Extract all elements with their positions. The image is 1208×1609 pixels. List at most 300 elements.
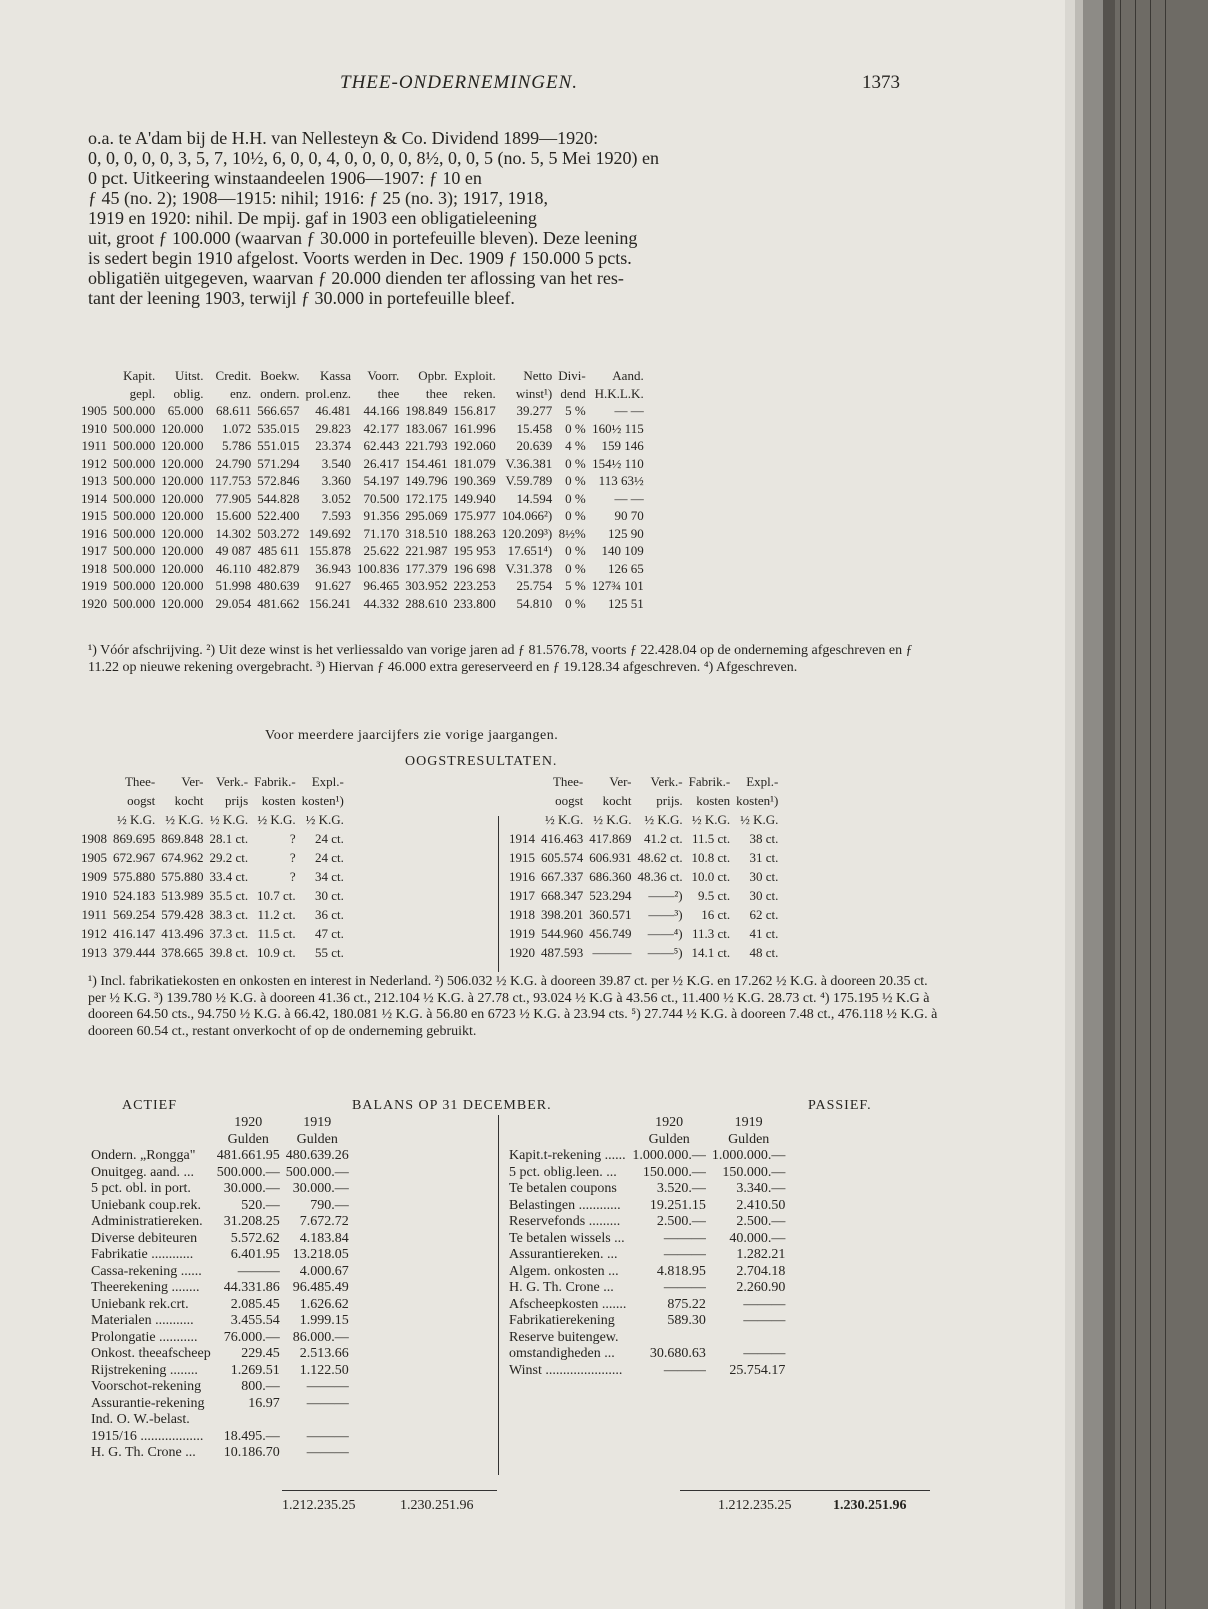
column-header: prol.enz. (305, 385, 352, 401)
table-cell: 120.000 (161, 543, 204, 558)
column-header: ½ K.G. (305, 812, 344, 827)
table-cell: ——— (663, 1362, 706, 1378)
table-cell: Ondern. „Rongga" (91, 1148, 196, 1163)
table-cell: 1910 (81, 420, 107, 436)
table-cell: ——— (663, 1247, 706, 1262)
table-row (506, 1264, 788, 1281)
column-header: Ver- (609, 774, 632, 789)
table-cell: 5.572.62 (230, 1230, 280, 1246)
table-cell: 2.260.90 (736, 1280, 786, 1295)
table-cell: 500.000 (113, 473, 156, 488)
table-header-row (506, 1115, 788, 1132)
table-cell: 31 ct. (749, 850, 779, 865)
column-header: ½ K.G. (165, 812, 204, 827)
table-cell: 1911 (81, 907, 107, 922)
table-cell: 17.651⁴) (507, 543, 553, 558)
table-cell: 500.000.— (216, 1164, 280, 1180)
table-row (506, 1198, 788, 1215)
table-cell: 42.177 (363, 420, 400, 436)
column-header: kosten (261, 793, 296, 808)
column-header: ½ K.G. (257, 812, 296, 827)
table-cell: 544.828 (257, 490, 300, 506)
table-cell: 572.846 (257, 473, 300, 488)
table-cell: Te betalen wissels ... (509, 1230, 625, 1246)
table-cell: 160½ 115 (592, 420, 644, 436)
table-cell: 46.110 (216, 560, 252, 576)
table-cell: 487.593 (541, 945, 584, 960)
column-header (78, 367, 110, 385)
table-header-row (506, 1132, 788, 1149)
page-edge (1103, 0, 1115, 1609)
table-cell: 149.940 (453, 490, 496, 506)
table-cell: Rijstrekening ........ (91, 1362, 198, 1378)
table-cell: 318.510 (405, 525, 448, 541)
table-cell: 39.8 ct. (209, 945, 249, 960)
table-row (88, 1165, 352, 1182)
table-cell: 875.22 (667, 1296, 706, 1312)
table-cell: 500.000 (113, 455, 156, 471)
table-cell: 1911 (81, 438, 107, 453)
column-header: enz. (229, 385, 252, 401)
table-cell: ——⁵) (647, 945, 683, 960)
table-cell: 800.— (241, 1379, 280, 1394)
table-cell: 29.823 (315, 420, 352, 436)
table-cell: Cassa-rekening ...... (91, 1263, 202, 1279)
table-cell: 37.3 ct. (209, 926, 249, 941)
column-header: prijs. (656, 793, 683, 808)
table-cell: 686.360 (589, 869, 632, 884)
table-cell: 1919 (81, 578, 107, 593)
page-edge (1065, 0, 1075, 1609)
table-cell: 71.170 (363, 525, 400, 541)
table-cell: 28.1 ct. (209, 831, 249, 846)
column-header (78, 772, 110, 791)
table-cell: 1910 (81, 888, 107, 903)
table-cell: 96.485.49 (292, 1280, 349, 1295)
table-header-row (78, 772, 347, 791)
table-cell: 140 109 (601, 543, 644, 558)
table-cell: 10.186.70 (223, 1445, 280, 1460)
table-cell: 150.000.— (642, 1164, 706, 1180)
year-header: 1919 (303, 1115, 332, 1130)
unit-header: Gulden (648, 1131, 690, 1147)
column-header: Netto (523, 368, 553, 383)
table-cell: 605.574 (541, 850, 584, 865)
column-header: Thee- (124, 774, 156, 789)
table-cell: 62.443 (363, 438, 400, 453)
table-row (88, 1412, 352, 1429)
year-header: 1920 (234, 1115, 263, 1130)
table-cell: 5 % (565, 578, 586, 593)
table-cell: 1915 (509, 850, 535, 865)
table-cell: 156.241 (308, 595, 352, 611)
column-header: Verk.- (650, 774, 683, 789)
table-cell: 1908 (81, 831, 107, 846)
table-cell: 41 ct. (749, 926, 779, 941)
table-cell: 500.000 (113, 508, 156, 523)
table-cell: 120.000 (161, 560, 204, 576)
column-header: kosten (696, 793, 731, 808)
table-row (506, 943, 781, 962)
table-cell: 1.999.15 (299, 1313, 349, 1328)
column-header: ½ K.G. (593, 812, 632, 827)
table-cell: 46.481 (315, 403, 352, 418)
table-cell: 30 ct. (314, 888, 344, 903)
table-cell: omstandigheden ... (509, 1346, 615, 1361)
table-cell: 44.166 (363, 403, 400, 418)
table-cell: 500.000 (113, 403, 156, 418)
table-cell: 120.000 (161, 508, 204, 523)
table-cell: 24.790 (215, 455, 252, 471)
table-cell: 11.5 ct. (692, 831, 731, 846)
column-header: ½ K.G. (209, 812, 249, 827)
table-cell: 413.496 (161, 926, 204, 941)
table-cell: 229.45 (241, 1346, 280, 1361)
table-cell: 1918 (509, 907, 535, 922)
table-cell: 233.800 (453, 595, 496, 611)
column-header: Kapit. (123, 368, 156, 383)
table-cell: 500.000 (113, 438, 156, 453)
table-cell: Uniebank rek.crt. (91, 1296, 189, 1312)
column-header: Uitst. (174, 368, 204, 383)
table-cell: 10.7 ct. (257, 888, 296, 903)
table-cell: ——— (743, 1296, 786, 1312)
column-header: ½ K.G. (116, 812, 156, 827)
table-cell: ——— (306, 1445, 349, 1460)
table-cell: 1909 (81, 869, 107, 884)
total-rule (680, 1490, 930, 1491)
table-cell: H. G. Th. Crone ... (509, 1280, 614, 1295)
column-header: thee (377, 385, 400, 401)
table-row (78, 420, 647, 438)
table-row (506, 1214, 788, 1231)
table-cell: 120.000 (161, 438, 204, 453)
table-cell: 295.069 (405, 508, 448, 523)
table-cell: Onkost. theeafscheep (91, 1346, 211, 1361)
table-cell: 155.878 (308, 543, 352, 558)
table-cell: 1.269.51 (230, 1362, 280, 1378)
table-cell: 36.943 (315, 560, 352, 576)
table-cell: 1920 (509, 945, 535, 960)
table-cell: 117.753 (209, 473, 252, 488)
table-cell: 485 611 (257, 543, 300, 558)
table-cell: 49 087 (215, 543, 252, 558)
table-cell: 417.869 (589, 831, 632, 846)
table-cell: 579.428 (161, 907, 204, 922)
harvest-table-left (78, 772, 347, 962)
table-cell: 1917 (81, 543, 107, 558)
table-cell: 500.000 (113, 595, 156, 611)
table-row (88, 1247, 352, 1264)
table-cell: ——— (663, 1230, 706, 1246)
table-cell: 19.251.15 (649, 1197, 706, 1213)
table-cell: 31.208.25 (223, 1214, 280, 1229)
table-row (88, 1231, 352, 1248)
column-header (78, 791, 110, 810)
page-edge (1083, 0, 1103, 1609)
column-header: ½ K.G. (544, 812, 584, 827)
table-cell: 0 % (565, 560, 586, 576)
table-row (88, 1148, 352, 1165)
total-passief-1919: 1.230.251.96 (833, 1498, 907, 1513)
table-cell: 54.810 (516, 595, 553, 611)
column-header: Boekw. (260, 368, 300, 383)
table-cell: 8½% (558, 525, 586, 541)
table-header-row (88, 1115, 352, 1132)
table-cell: ——— (743, 1313, 786, 1328)
page-edge (1075, 0, 1083, 1609)
table-cell: 38 ct. (749, 831, 779, 846)
table-header-row (506, 772, 781, 791)
table-cell: 2.500.— (736, 1214, 786, 1229)
table-cell: 500.000 (113, 490, 156, 506)
column-header: Expl.- (311, 774, 344, 789)
table-header-row (78, 367, 647, 385)
column-header: winst¹) (515, 385, 553, 401)
table-cell: 120.000 (161, 595, 204, 611)
table-cell: 24 ct. (314, 850, 344, 865)
table-row (506, 1165, 788, 1182)
table-cell: Materialen ........... (91, 1313, 194, 1328)
table-cell: 96.465 (363, 578, 400, 593)
intro-line: o.a. te A'dam bij de H.H. van Nellesteyn & Co. Dividend 1899—1920: (88, 128, 599, 148)
table-cell: 500.000.— (285, 1164, 349, 1180)
table-cell: 500.000 (113, 525, 156, 541)
table-cell: 1.282.21 (736, 1247, 786, 1262)
table-cell: 29.2 ct. (209, 850, 249, 865)
intro-line: 0 pct. Uitkeering winstaandeelen 1906—1907: ƒ 10 en (88, 168, 482, 188)
unit-header: Gulden (296, 1131, 338, 1147)
table-row (78, 472, 647, 490)
unit-header: Gulden (227, 1131, 269, 1147)
table-cell: 0 % (565, 490, 586, 506)
table-row (78, 560, 647, 578)
table-cell: 149.692 (308, 525, 352, 541)
table-row (506, 1181, 788, 1198)
balance-actief (88, 1115, 352, 1462)
column-header: Aand. (612, 368, 644, 383)
table-cell: 221.987 (405, 543, 448, 558)
table-cell: 25.754.17 (729, 1362, 786, 1378)
table-cell: 2.410.50 (736, 1197, 786, 1213)
table-cell: 456.749 (589, 926, 632, 941)
table-cell: 91.627 (315, 578, 352, 593)
year-header: 1919 (734, 1115, 763, 1130)
table-cell: 68.611 (216, 403, 252, 418)
table-cell: 4.000.67 (299, 1263, 349, 1279)
table-cell: 0 % (565, 595, 586, 611)
table-cell: 181.079 (453, 455, 496, 471)
table-cell: 1917 (509, 888, 535, 903)
table-row (78, 829, 347, 848)
table-row (78, 455, 647, 473)
table-cell (214, 1412, 283, 1429)
table-cell: 1920 (81, 595, 107, 611)
table-cell: 175.977 (453, 508, 496, 523)
table-cell: ——— (743, 1346, 786, 1361)
table-cell: 48.62 ct. (637, 850, 683, 865)
table-cell: 161.996 (453, 420, 496, 436)
table-cell: 44.331.86 (223, 1280, 280, 1295)
table-cell: ——— (306, 1395, 349, 1411)
table-cell: 195 953 (453, 543, 496, 558)
table-cell: 24 ct. (314, 831, 344, 846)
table-cell: 127¾ 101 (591, 578, 644, 593)
column-header: Kassa (319, 368, 352, 383)
table-cell: 2.085.45 (230, 1296, 280, 1312)
page-edge-line (1150, 0, 1151, 1609)
table-cell: 159 146 (601, 438, 644, 453)
table-cell: 4.183.84 (299, 1230, 349, 1246)
table-row (506, 1297, 788, 1314)
table-cell: 398.201 (541, 907, 584, 922)
table-cell: 190.369 (453, 473, 496, 488)
table-row (88, 1198, 352, 1215)
column-header: Opbr. (418, 368, 448, 383)
table-cell: 7.672.72 (299, 1214, 349, 1229)
table-header-row (88, 1132, 352, 1149)
column-header: kosten¹) (736, 793, 779, 808)
column-header (78, 810, 110, 829)
table-cell: 524.183 (113, 888, 156, 903)
intro-line: ƒ 45 (no. 2); 1908—1915: nihil; 1916: ƒ 25 (no. 3); 1917, 1918, (88, 188, 548, 208)
column-header: Verk.- (216, 774, 249, 789)
table-cell: 113 63½ (598, 473, 644, 488)
table-row (88, 1379, 352, 1396)
table-cell: 1.072 (222, 420, 252, 436)
table-row (506, 1280, 788, 1297)
table-cell: ——— (237, 1263, 280, 1279)
table-cell: 48.36 ct. (637, 869, 683, 884)
table-cell: ? (289, 831, 296, 846)
column-header: Exploit. (454, 368, 496, 383)
intro-text (88, 128, 928, 308)
table-cell: ——³) (648, 907, 683, 922)
table-cell: 535.015 (257, 420, 300, 436)
table-cell: 288.610 (405, 595, 448, 611)
table-cell: 25.622 (363, 543, 400, 558)
column-header: oblig. (173, 385, 204, 401)
table-row (88, 1346, 352, 1363)
table-header-row (506, 791, 781, 810)
table-cell: 47 ct. (314, 926, 344, 941)
table-cell: 120.000 (161, 455, 204, 471)
table-cell: 198.849 (405, 403, 448, 418)
table-header-row (78, 810, 347, 829)
table-row (78, 886, 347, 905)
table-cell: 125 51 (607, 595, 644, 611)
page-title: THEE-ONDERNEMINGEN. (340, 72, 579, 93)
table-cell: ? (289, 850, 296, 865)
more-years-note: Voor meerdere jaarcijfers zie vorige jaargangen. (265, 728, 559, 743)
table-cell: 668.347 (541, 888, 584, 903)
column-header: kosten¹) (301, 793, 344, 808)
table-cell: 667.337 (541, 869, 584, 884)
table-row (88, 1264, 352, 1281)
table-cell: 480.639 (257, 578, 300, 593)
column-header: Expl.- (746, 774, 779, 789)
table-row (88, 1181, 352, 1198)
table-cell: 1913 (81, 945, 107, 960)
table-cell: 520.— (241, 1197, 280, 1213)
table-cell: ——²) (648, 888, 683, 903)
table-cell: Reserve buitengew. (509, 1329, 619, 1345)
table-row (506, 1363, 788, 1380)
column-header: Ver- (181, 774, 204, 789)
table-cell: Ind. O. W.-belast. (91, 1412, 190, 1427)
table-cell: 523.294 (589, 888, 632, 903)
table-cell: 3.360 (321, 473, 352, 488)
table-cell: 39.277 (516, 403, 553, 418)
table-cell: 1912 (81, 926, 107, 941)
table-row (88, 1280, 352, 1297)
table-cell: 16.97 (248, 1395, 280, 1411)
table-cell: ——— (663, 1280, 706, 1295)
table-cell: 44.332 (363, 595, 400, 611)
table-cell: 481.661.95 (216, 1148, 280, 1163)
table-cell: 30.680.63 (649, 1346, 706, 1361)
table-row (78, 542, 647, 560)
table-cell: Reservefonds ......... (509, 1214, 621, 1229)
table-cell: 221.793 (405, 438, 448, 453)
table-cell: 9.5 ct. (698, 888, 731, 903)
page-number: 1373 (862, 72, 900, 93)
table-cell: Fabrikatie ............ (91, 1247, 194, 1262)
table-cell: Administratiereken. (91, 1214, 203, 1229)
table-cell: 500.000 (113, 560, 156, 576)
intro-line: 0, 0, 0, 0, 0, 3, 5, 7, 10½, 6, 0, 0, 4, 0, 0, 0, 0, 8½, 0, 0, 5 (no. 5, 5 Mei 1920) en (88, 148, 659, 168)
table-cell: 303.952 (405, 578, 448, 593)
table-cell: 1914 (509, 831, 535, 846)
table-cell: 70.500 (363, 490, 400, 506)
financial-footnotes: ¹) Vóór afschrijving. ²) Uit deze winst is het verliessaldo van vorige jaren ad ƒ 81.576.78, voorts ƒ 22.428.04 op de onderneming afgeschreven en ƒ 11.22 op nieuwe rekening overgebracht. ³) Hiervan ƒ 46.000 extra gereserveerd en ƒ 19.128.34 afgeschreven. ⁴) Afgeschreven. (88, 643, 913, 675)
table-cell: 1916 (81, 525, 107, 541)
table-row (88, 1297, 352, 1314)
table-row (78, 943, 347, 962)
table-cell (283, 1412, 352, 1429)
intro-line: obligatiën uitgegeven, waarvan ƒ 20.000 dienden ter aflossing van het res- (88, 268, 624, 288)
table-cell: 65.000 (167, 403, 204, 418)
table-cell: Assurantie-rekening (91, 1395, 205, 1411)
table-cell: Belastingen ............ (509, 1197, 621, 1213)
table-cell: Winst ...................... (509, 1362, 623, 1378)
table-cell: 360.571 (589, 907, 632, 922)
table-cell: 188.263 (453, 525, 496, 541)
column-header: Fabrik.- (254, 774, 296, 789)
table-cell: 522.400 (257, 508, 300, 523)
table-cell: ——— (306, 1428, 349, 1444)
table-row (78, 507, 647, 525)
table-row (78, 905, 347, 924)
table-cell: 183.067 (405, 420, 448, 436)
table-cell: 1913 (81, 473, 107, 488)
table-cell: 126 65 (607, 560, 644, 576)
table-cell: 76.000.— (223, 1329, 280, 1345)
table-cell: 30.000.— (292, 1181, 349, 1196)
table-cell: 3.052 (321, 490, 352, 506)
table-cell: 11.5 ct. (257, 926, 296, 941)
balance-title: BALANS OP 31 DECEMBER. (352, 1098, 552, 1113)
table-row (506, 1247, 788, 1264)
table-cell: 4 % (565, 438, 586, 453)
harvest-divider (498, 816, 499, 972)
table-cell: 3.340.— (736, 1181, 786, 1196)
table-cell: 150.000.— (722, 1164, 786, 1180)
table-cell: 125 90 (607, 525, 644, 541)
table-cell: 34 ct. (314, 869, 344, 884)
table-cell: 379.444 (113, 945, 156, 960)
table-cell: 30.000.— (223, 1181, 280, 1196)
